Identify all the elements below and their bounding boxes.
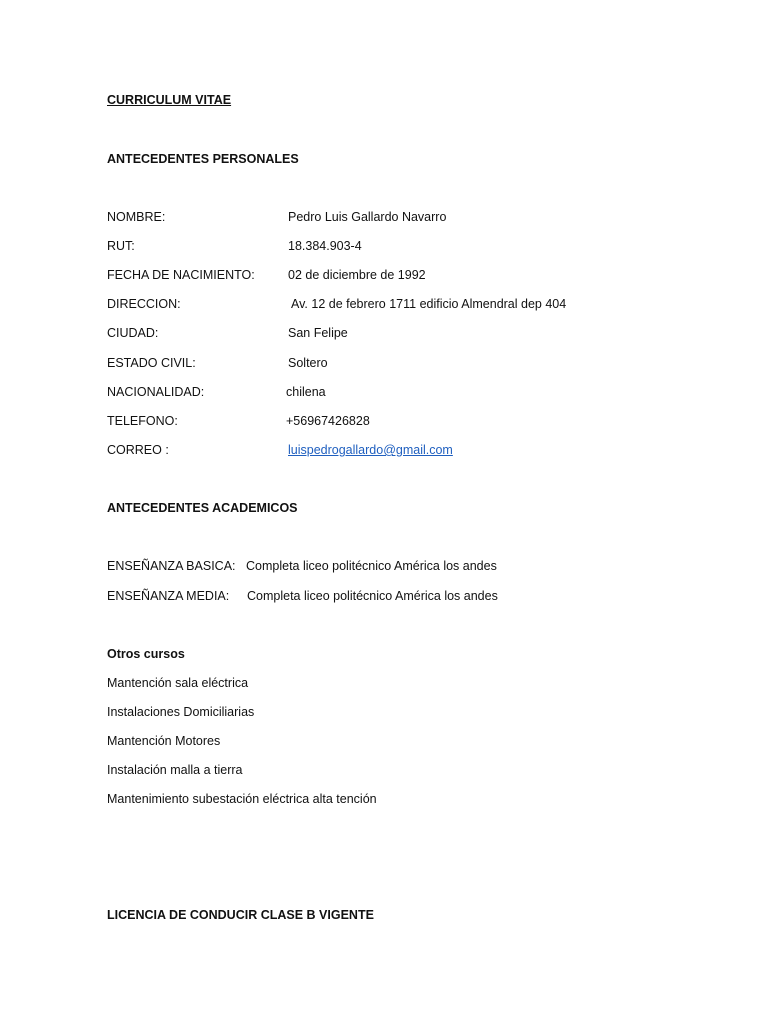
field-value-fecha-nacimiento: 02 de diciembre de 1992 <box>288 268 426 282</box>
course-item: Mantenimiento subestación eléctrica alta tención <box>107 792 377 806</box>
field-label-ciudad: CIUDAD: <box>107 326 159 340</box>
academic-value-basica: Completa liceo politécnico América los andes <box>246 559 497 573</box>
field-value-nacionalidad: chilena <box>286 385 326 399</box>
academic-heading: ANTECEDENTES ACADEMICOS <box>107 501 298 515</box>
field-label-correo: CORREO : <box>107 443 169 457</box>
license-statement: LICENCIA DE CONDUCIR CLASE B VIGENTE <box>107 908 374 922</box>
field-label-estado-civil: ESTADO CIVIL: <box>107 356 196 370</box>
field-label-nombre: NOMBRE: <box>107 210 166 224</box>
field-label-direccion: DIRECCION: <box>107 297 181 311</box>
field-value-telefono: +56967426828 <box>286 414 370 428</box>
field-label-telefono: TELEFONO: <box>107 414 178 428</box>
courses-heading: Otros cursos <box>107 647 185 661</box>
course-item: Instalación malla a tierra <box>107 763 243 777</box>
field-label-fecha-nacimiento: FECHA DE NACIMIENTO: <box>107 268 255 282</box>
field-value-nombre: Pedro Luis Gallardo Navarro <box>288 210 447 224</box>
document-title: CURRICULUM VITAE <box>107 93 232 107</box>
email-link[interactable]: luispedrogallardo@gmail.com <box>288 443 453 457</box>
course-item: Mantención Motores <box>107 734 221 748</box>
academic-label-basica: ENSEÑANZA BASICA: <box>107 559 236 573</box>
course-item: Instalaciones Domiciliarias <box>107 705 255 719</box>
personal-heading: ANTECEDENTES PERSONALES <box>107 152 299 166</box>
academic-value-media: Completa liceo politécnico América los andes <box>247 589 498 603</box>
field-label-nacionalidad: NACIONALIDAD: <box>107 385 205 399</box>
field-value-ciudad: San Felipe <box>288 326 348 340</box>
field-label-rut: RUT: <box>107 239 135 253</box>
course-item: Mantención sala eléctrica <box>107 676 249 690</box>
field-value-direccion: Av. 12 de febrero 1711 edificio Almendral dep 404 <box>291 297 567 311</box>
academic-label-media: ENSEÑANZA MEDIA: <box>107 589 230 603</box>
field-value-estado-civil: Soltero <box>288 356 328 370</box>
field-value-rut: 18.384.903-4 <box>288 239 362 253</box>
